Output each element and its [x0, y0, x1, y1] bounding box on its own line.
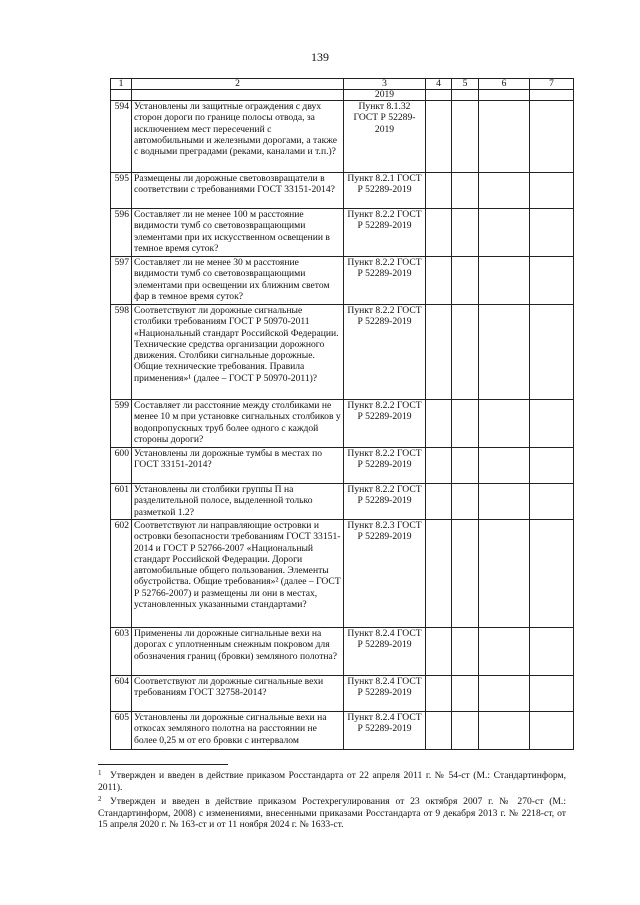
footnote-mark: 2 [98, 795, 102, 803]
header-col-6: 6 [479, 79, 530, 90]
row-number: 601 [111, 484, 132, 520]
row-reference: Пункт 8.2.2 ГОСТ Р 52289-2019 [344, 484, 426, 520]
table-row [111, 209, 574, 257]
row-number: 604 [111, 676, 132, 712]
row-number: 597 [111, 257, 132, 305]
row-number: 600 [111, 448, 132, 484]
row-number: 595 [111, 173, 132, 209]
row-question: Составляет ли не менее 30 м расстояние видимости тумб со световозвращающими элементами при освещении их ближним светом фар в темное время суток? [132, 257, 344, 305]
table-row [111, 712, 574, 750]
row-number: 605 [111, 712, 132, 750]
row-number: 596 [111, 209, 132, 257]
row-question: Размещены ли дорожные световозвращатели в соответствии с требованиями ГОСТ 33151-2014? [132, 173, 344, 209]
row-reference: Пункт 8.2.4 ГОСТ Р 52289-2019 [344, 628, 426, 676]
header-col-2: 2 [132, 79, 344, 90]
footnote-separator [98, 764, 228, 765]
header-col-4: 4 [426, 79, 452, 90]
table-row [111, 484, 574, 520]
row-reference: Пункт 8.2.2 ГОСТ Р 52289-2019 [344, 209, 426, 257]
footnote-1 [98, 770, 566, 793]
table-row [111, 520, 574, 628]
row-reference: Пункт 8.2.4 ГОСТ Р 52289-2019 [344, 712, 426, 750]
header-col-3: 3 [344, 79, 426, 90]
table-row [111, 448, 574, 484]
table-row [111, 305, 574, 400]
table-row [111, 257, 574, 305]
row-number: 599 [111, 400, 132, 448]
row-question: Применены ли дорожные сигнальные вехи на дорогах с уплотненным снежным покровом для обозначения границ (бровки) земляного полотна? [132, 628, 344, 676]
continuation-row [111, 90, 574, 101]
row-question: Установлены ли столбики группы П на разделительной полосе, выделенной только разметкой 1.2? [132, 484, 344, 520]
row-reference: Пункт 8.2.1 ГОСТ Р 52289-2019 [344, 173, 426, 209]
row-question: Установлены ли дорожные тумбы в местах по ГОСТ 33151-2014? [132, 448, 344, 484]
page-number: 139 [311, 50, 329, 64]
header-col-1: 1 [111, 79, 132, 90]
row-question: Установлены ли защитные ограждения с двух сторон дороги по границе полосы отвода, за исключением мест пересечений с автомобильными и железными дорогами, а также с водными преградами (реками, каналами и т.п.)? [132, 101, 344, 173]
row-reference: Пункт 8.1.32 ГОСТ Р 52289-2019 [344, 101, 426, 173]
row-question: Составляет ли не менее 100 м расстояние видимости тумб со световозвращающими элементами при их искусственном освещении в темное время суток? [132, 209, 344, 257]
row-question: Соответствуют ли дорожные сигнальные вехи требованиям ГОСТ 32758-2014? [132, 676, 344, 712]
row-number: 602 [111, 520, 132, 628]
table-row [111, 628, 574, 676]
footnote-text: Утвержден и введен в действие приказом Ростехрегулирования от 23 октября 2007 г. № 270-ст (М.: Стандартинформ, 2008) с изменениями, внесенными приказами Росстандарта от 9 декабря 2013 г. № 2218-ст, от 15 апреля 2020 г. № 163-ст и от 11 ноября 2024 г. № 1633-ст. [98, 796, 566, 830]
footnote-mark: 1 [98, 769, 102, 777]
row-question: Установлены ли дорожные сигнальные вехи на откосах земляного полотна на расстоянии не более 0,25 м от его бровки с интервалом [132, 712, 344, 750]
footnote-text: Утвержден и введен в действие приказом Росстандарта от 22 апреля 2011 г. № 54-ст (М.: Стандартинформ, 2011). [98, 770, 566, 793]
row-reference: Пункт 8.2.4 ГОСТ Р 52289-2019 [344, 676, 426, 712]
checklist-table [110, 78, 574, 750]
row-reference: Пункт 8.2.3 ГОСТ Р 52289-2019 [344, 520, 426, 628]
row-reference: Пункт 8.2.2 ГОСТ Р 52289-2019 [344, 400, 426, 448]
row-number: 598 [111, 305, 132, 400]
table-row [111, 400, 574, 448]
table-row [111, 101, 574, 173]
header-row [111, 79, 574, 90]
row-reference: Пункт 8.2.2 ГОСТ Р 52289-2019 [344, 257, 426, 305]
row-question: Соответствуют ли дорожные сигнальные столбики требованиям ГОСТ Р 50970-2011 «Национальный стандарт Российской Федерации. Технические средства организации дорожного движения. Столбики сигнальные дорожные. Общие технические требования. Правила применения»¹ (далее – ГОСТ Р 50970-2011)? [132, 305, 344, 400]
row-number: 603 [111, 628, 132, 676]
header-col-5: 5 [452, 79, 479, 90]
continuation-ref: 2019 [344, 90, 426, 101]
row-reference: Пункт 8.2.2 ГОСТ Р 52289-2019 [344, 305, 426, 400]
row-question: Составляет ли расстояние между столбиками не менее 10 м при установке сигнальных столбиков у водопропускных труб более одного с каждой стороны дороги? [132, 400, 344, 448]
row-reference: Пункт 8.2.2 ГОСТ Р 52289-2019 [344, 448, 426, 484]
table-row [111, 173, 574, 209]
row-question: Соответствуют ли направляющие островки и островки безопасности требованиям ГОСТ 33151-2014 и ГОСТ Р 52766-2007 «Национальный стандарт Российской Федерации. Дороги автомобильные общего пользования. Элементы обустройства. Общие требования»² (далее – ГОСТ Р 52766-2007) и размещены ли они в местах, установленных указанными стандартами? [132, 520, 344, 628]
header-col-7: 7 [530, 79, 574, 90]
table-row [111, 676, 574, 712]
row-number: 594 [111, 101, 132, 173]
footnote-2 [98, 796, 566, 831]
